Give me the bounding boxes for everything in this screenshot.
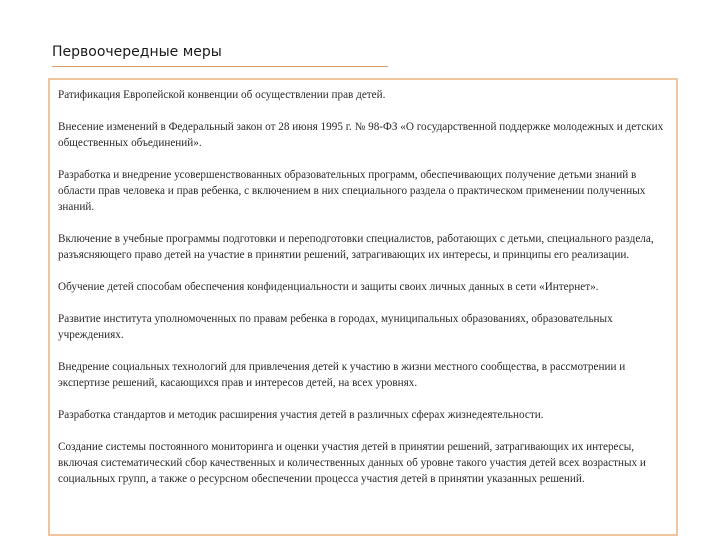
measure-item: Включение в учебные программы подготовки и переподготовки специалистов, работающих с детьми, специального раздела, разъясняющего право детей на участие в принятии решений, затрагивающих их интересы, и принципы его реализации.: [58, 233, 654, 261]
measure-item: Внесение изменений в Федеральный закон от 28 июня 1995 г. № 98-ФЗ «О государственной поддержке молодежных и детских общественных объединений».: [58, 121, 664, 149]
measure-item: Развитие института уполномоченных по правам ребенка в городах, муниципальных образованиях, образовательных учреждениях.: [58, 313, 613, 341]
measure-item: Создание системы постоянного мониторинга и оценки участия детей в принятии решений, затрагивающих их интересы, включая систематический сбор качественных и количественных данных об уровне такого участия детей всех возрастных и социальных групп, а также о ресурсном обеспечении процесса участия детей в принятии указанных решений.: [58, 441, 646, 485]
measure-item: Разработка и внедрение усовершенствованных образовательных программ, обеспечивающих получение детьми знаний в области прав человека и прав ребенка, с включением в них специального раздела о практическом применении полученных знаний.: [58, 169, 646, 213]
measure-item: Внедрение социальных технологий для привлечения детей к участию в жизни местного сообщества, в рассмотрении и экспертизе решений, касающихся прав и интересов детей, на всех уровнях.: [58, 361, 626, 389]
measure-item: Обучение детей способам обеспечения конфиденциальности и защиты своих личных данных в сети «Интернет».: [58, 281, 599, 293]
measure-item: Разработка стандартов и методик расширения участия детей в различных сферах жизнедеятельности.: [58, 409, 544, 421]
measures-box: [48, 78, 678, 536]
title-underline: [52, 66, 388, 67]
slide-title: Первоочередные меры: [52, 44, 222, 60]
measure-item: Ратификация Европейской конвенции об осуществлении прав детей.: [58, 89, 386, 101]
